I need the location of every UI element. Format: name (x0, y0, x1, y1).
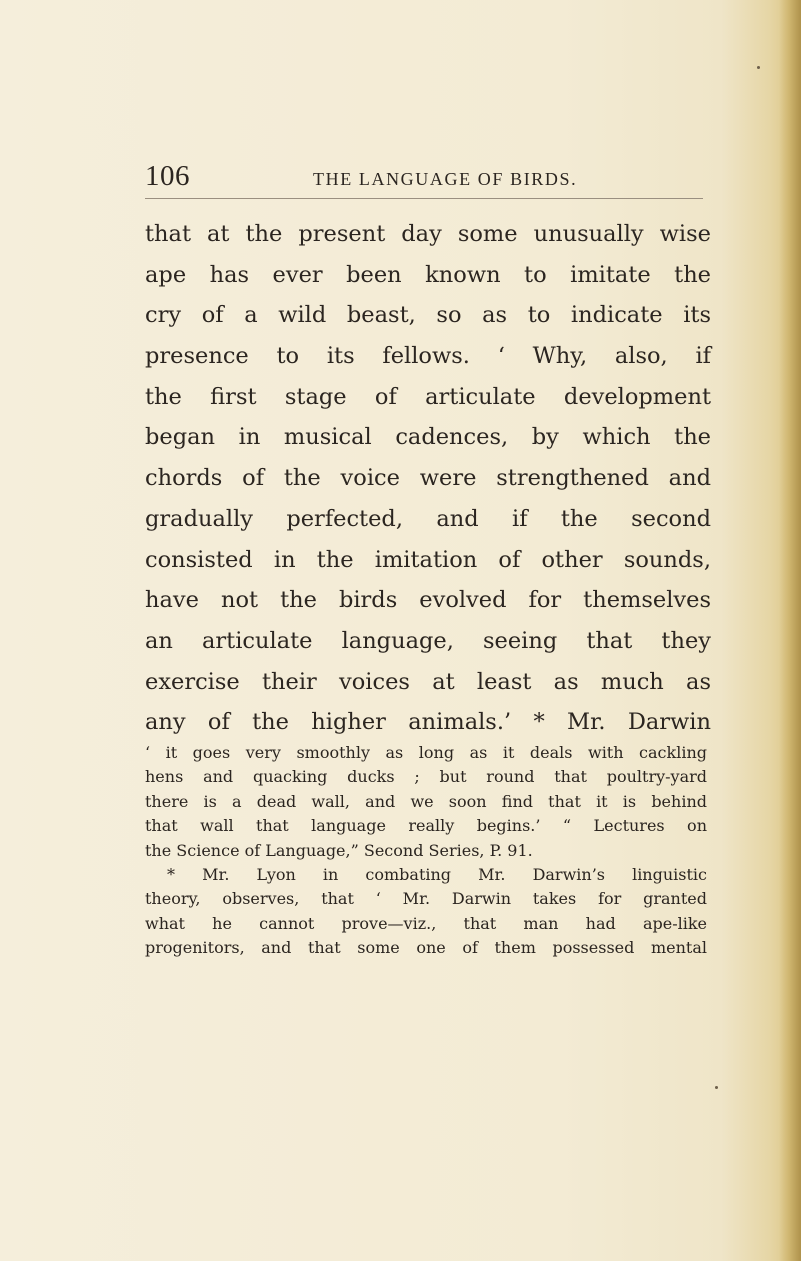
paper-speck (757, 66, 760, 69)
text-line: the first stage of articulate development (145, 383, 711, 410)
page-edge-shadow (779, 0, 801, 1261)
text-line: chords of the voice were strengthened and (145, 465, 711, 492)
footnote-line: what he cannot prove—viz., that man had ape-like (145, 913, 707, 933)
text-line: cry of a wild beast, so as to indicate its (145, 302, 711, 329)
text-line: gradually perfected, and if the second (145, 505, 711, 532)
page-header (145, 160, 705, 200)
footnote-line: hens and quacking ducks ; but round that poultry-yard (145, 767, 707, 787)
text-line: any of the higher animals.’ * Mr. Darwin (145, 709, 711, 736)
text-line: an articulate language, seeing that they (145, 627, 711, 654)
paper-speck (715, 1086, 718, 1089)
footnote-line: the Science of Language,” Second Series, P. 91. (145, 840, 533, 860)
footnote-line: theory, observes, that ‘ Mr. Darwin takes for granted (145, 889, 707, 909)
running-title: THE LANGUAGE OF BIRDS. (313, 169, 578, 189)
text-line: presence to its fellows. ‘ Why, also, if (145, 343, 711, 370)
footnote-line: * Mr. Lyon in combating Mr. Darwin’s linguistic (167, 864, 707, 884)
footnote-line: ‘ it goes very smoothly as long as it deals with cackling (145, 743, 707, 762)
main-text (145, 214, 711, 743)
text-line: exercise their voices at least as much as (145, 668, 711, 695)
text-line: began in musical cadences, by which the (145, 424, 711, 451)
text-line: consisted in the imitation of other sounds, (145, 546, 711, 573)
footnote-line: there is a dead wall, and we soon find that it is behind (145, 791, 707, 811)
text-line: that at the present day some unusually wise (145, 221, 711, 247)
page-number: 106 (145, 160, 190, 192)
text-line: have not the birds evolved for themselves (145, 587, 711, 614)
text-line: ape has ever been known to imitate the (145, 261, 711, 288)
footnote-line: that wall that language really begins.’ “ Lectures on (145, 816, 707, 836)
footnotes (145, 741, 707, 961)
header-rule (145, 198, 703, 199)
footnote-line: progenitors, and that some one of them possessed mental (145, 938, 707, 958)
